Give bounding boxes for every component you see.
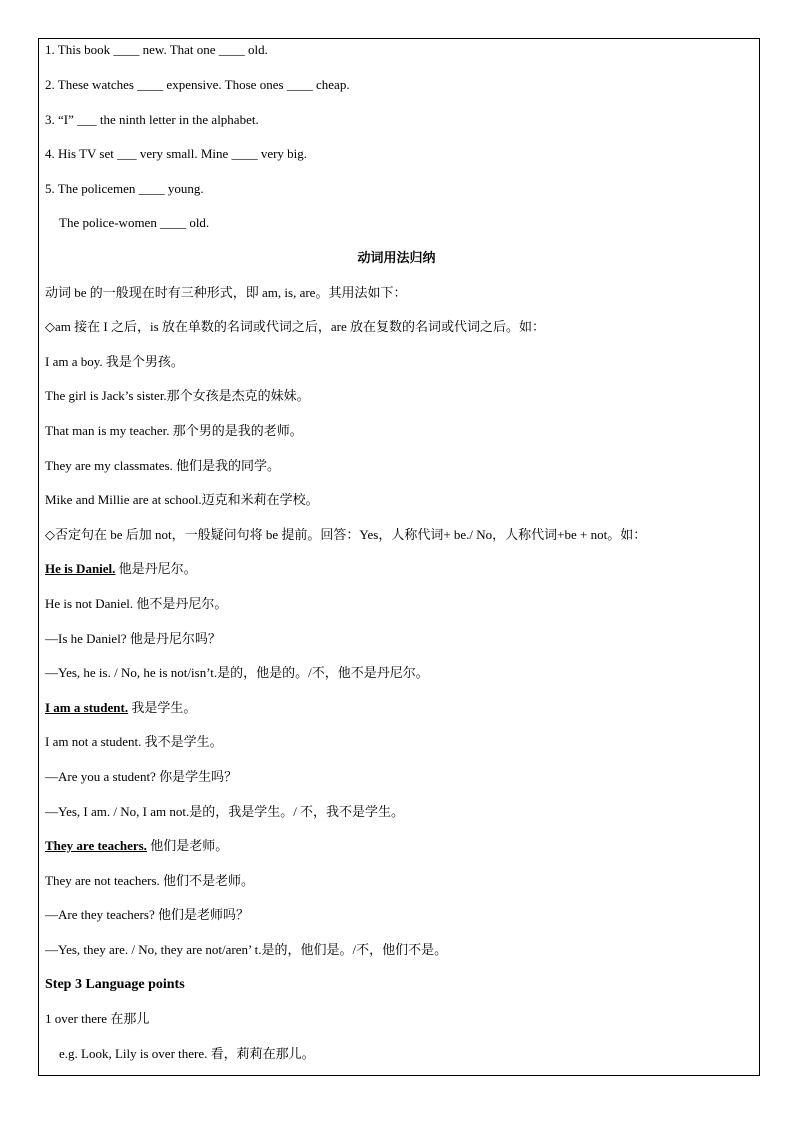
group-line: They are not teachers. 他们不是老师。 — [45, 873, 255, 888]
group-head-en: He is Daniel. — [45, 561, 116, 576]
group-head — [45, 560, 197, 578]
group-head-cn: 他们是老师。 — [146, 838, 229, 853]
exercise-5-continued: The police-women ____ old. — [59, 215, 210, 230]
rule-1: ◇am 接在 I 之后，is 放在单数的名词或代词之后，are 放在复数的名词或代词之后。如： — [45, 319, 545, 334]
example-line: The girl is Jack’s sister.那个女孩是杰克的妹妹。 — [45, 388, 310, 403]
exercise-1: 1. This book ____ new. That one ____ old. — [45, 42, 268, 57]
group-line: I am not a student. 我不是学生。 — [45, 734, 223, 749]
group-line: —Is he Daniel? 他是丹尼尔吗？ — [45, 631, 221, 646]
group-head — [45, 837, 228, 855]
group-line: —Yes, he is. / No, he is not/isn’t.是的，他是的。/不，他不是丹尼尔。 — [45, 665, 429, 680]
group-head-cn: 他是丹尼尔。 — [115, 561, 197, 576]
group-line: —Are you a student? 你是学生吗？ — [45, 769, 238, 784]
group-line: He is not Daniel. 他不是丹尼尔。 — [45, 596, 228, 611]
section-title: 动词用法归纳 — [357, 250, 436, 265]
group-head — [45, 699, 196, 717]
exercise-3: 3. “I” ___ the ninth letter in the alphabet. — [45, 112, 259, 127]
example-line: They are my classmates. 他们是我的同学。 — [45, 458, 281, 473]
exercise-2: 2. These watches ____ expensive. Those ones ____ cheap. — [45, 77, 350, 92]
example-line: Mike and Millie are at school.迈克和米莉在学校。 — [45, 492, 319, 507]
intro-text: 动词 be 的一般现在时有三种形式，即 am, is, are。其用法如下： — [45, 285, 407, 300]
language-point-example: e.g. Look, Lily is over there. 看，莉莉在那儿。 — [59, 1046, 315, 1061]
exercise-5: 5. The policemen ____ young. — [45, 181, 204, 196]
exercise-4: 4. His TV set ___ very small. Mine ____ very big. — [45, 146, 308, 161]
language-point: 1 over there 在那儿 — [45, 1011, 150, 1026]
step-title: Step 3 Language points — [45, 977, 185, 992]
group-head-en: I am a student. — [45, 700, 129, 715]
example-line: I am a boy. 我是个男孩。 — [45, 354, 184, 369]
group-line: —Yes, they are. / No, they are not/aren’ t.是的，他们是。/不，他们不是。 — [45, 942, 448, 957]
group-head-cn: 我是学生。 — [128, 700, 197, 715]
example-line: That man is my teacher. 那个男的是我的老师。 — [45, 423, 303, 438]
group-line: —Are they teachers? 他们是老师吗？ — [45, 907, 249, 922]
group-head-en: They are teachers. — [45, 838, 147, 853]
group-line: —Yes, I am. / No, I am not.是的，我是学生。/ 不，我不是学生。 — [45, 804, 405, 819]
rule-2: ◇否定句在 be 后加 not，一般疑问句将 be 提前。回答：Yes，人称代词+ be./ No，人称代词+be + not。如： — [45, 527, 647, 542]
